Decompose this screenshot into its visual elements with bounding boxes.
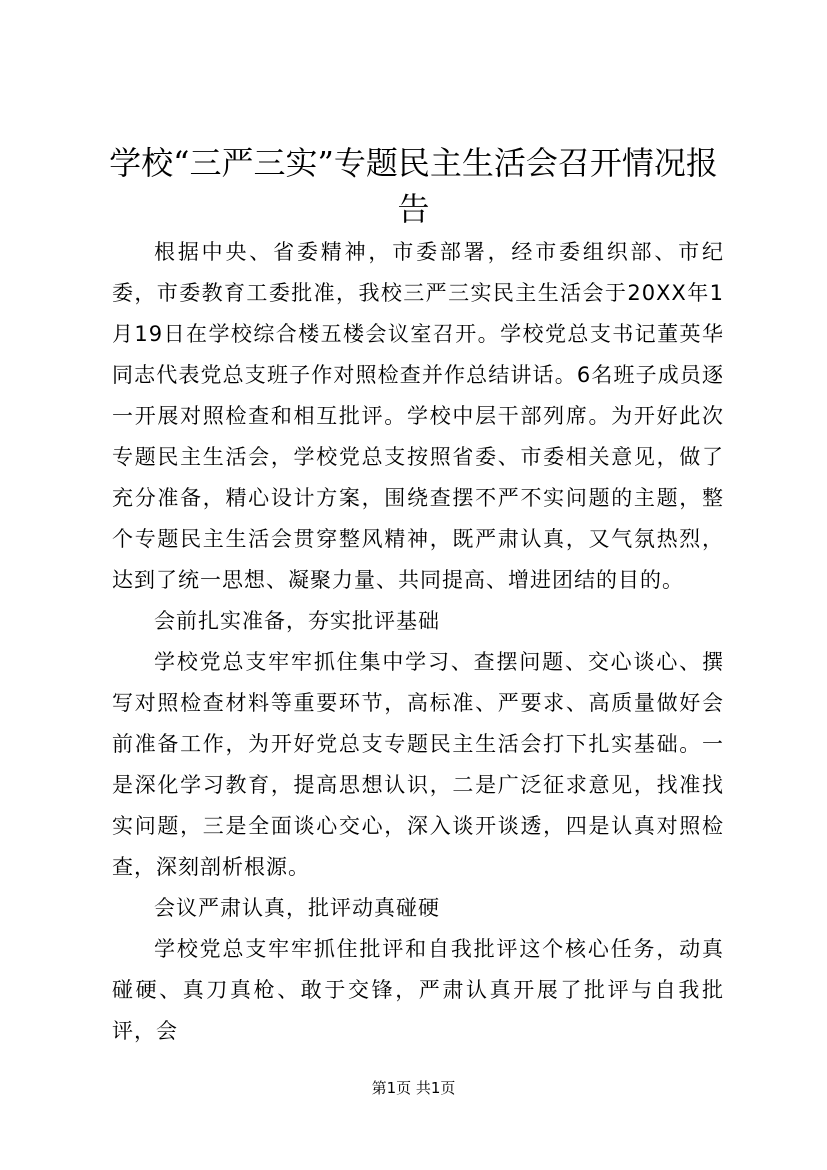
section-heading-preparation: 会前扎实准备，夯实批评基础 [154, 609, 440, 633]
section-heading-meeting: 会议严肃认真，批评动真碰硬 [154, 896, 440, 920]
document-title: 学校“三严三实”专题民主生活会召开情况报告 [109, 144, 718, 228]
paragraph-preparation: 学校党总支牢牢抓住集中学习、查摆问题、交心谈心、撰写对照检查材料等重要环节，高标准、严要求、高质量做好会前准备工作，为开好党总支专题民主生活会打下扎实基础。一是深化学习教育，提高思想认识，二是广泛征求意见，找准找实问题，三是全面谈心交心，深入谈开谈透，四是认真对照检查，深刻剖析根源。 [112, 650, 724, 879]
paragraph-intro: 根据中央、省委精神，市委部署，经市委组织部、市纪委，市委教育工委批准，我校三严三实民主生活会于20XX年1月19日在学校综合楼五楼会议室召开。学校党总支书记董英华同志代表党总支班子作对照检查并作总结讲话。6名班子成员逐一开展对照检查和相互批评。学校中层干部列席。为开好此次专题民主生活会，学校党总支按照省委、市委相关意见，做了充分准备，精心设计方案，围绕查摆不严不实问题的主题，整个专题民主生活会贯穿整风精神，既严肃认真，又气氛热烈，达到了统一思想、凝聚力量、共同提高、增进团结的目的。 [112, 240, 724, 592]
document-body [112, 232, 724, 1052]
paragraph-meeting: 学校党总支牢牢抓住批评和自我批评这个核心任务，动真碰硬、真刀真枪、敢于交锋，严肃认真开展了批评与自我批评，会 [112, 937, 724, 1043]
page-footer: 第1页 共1页 [371, 1079, 456, 1097]
